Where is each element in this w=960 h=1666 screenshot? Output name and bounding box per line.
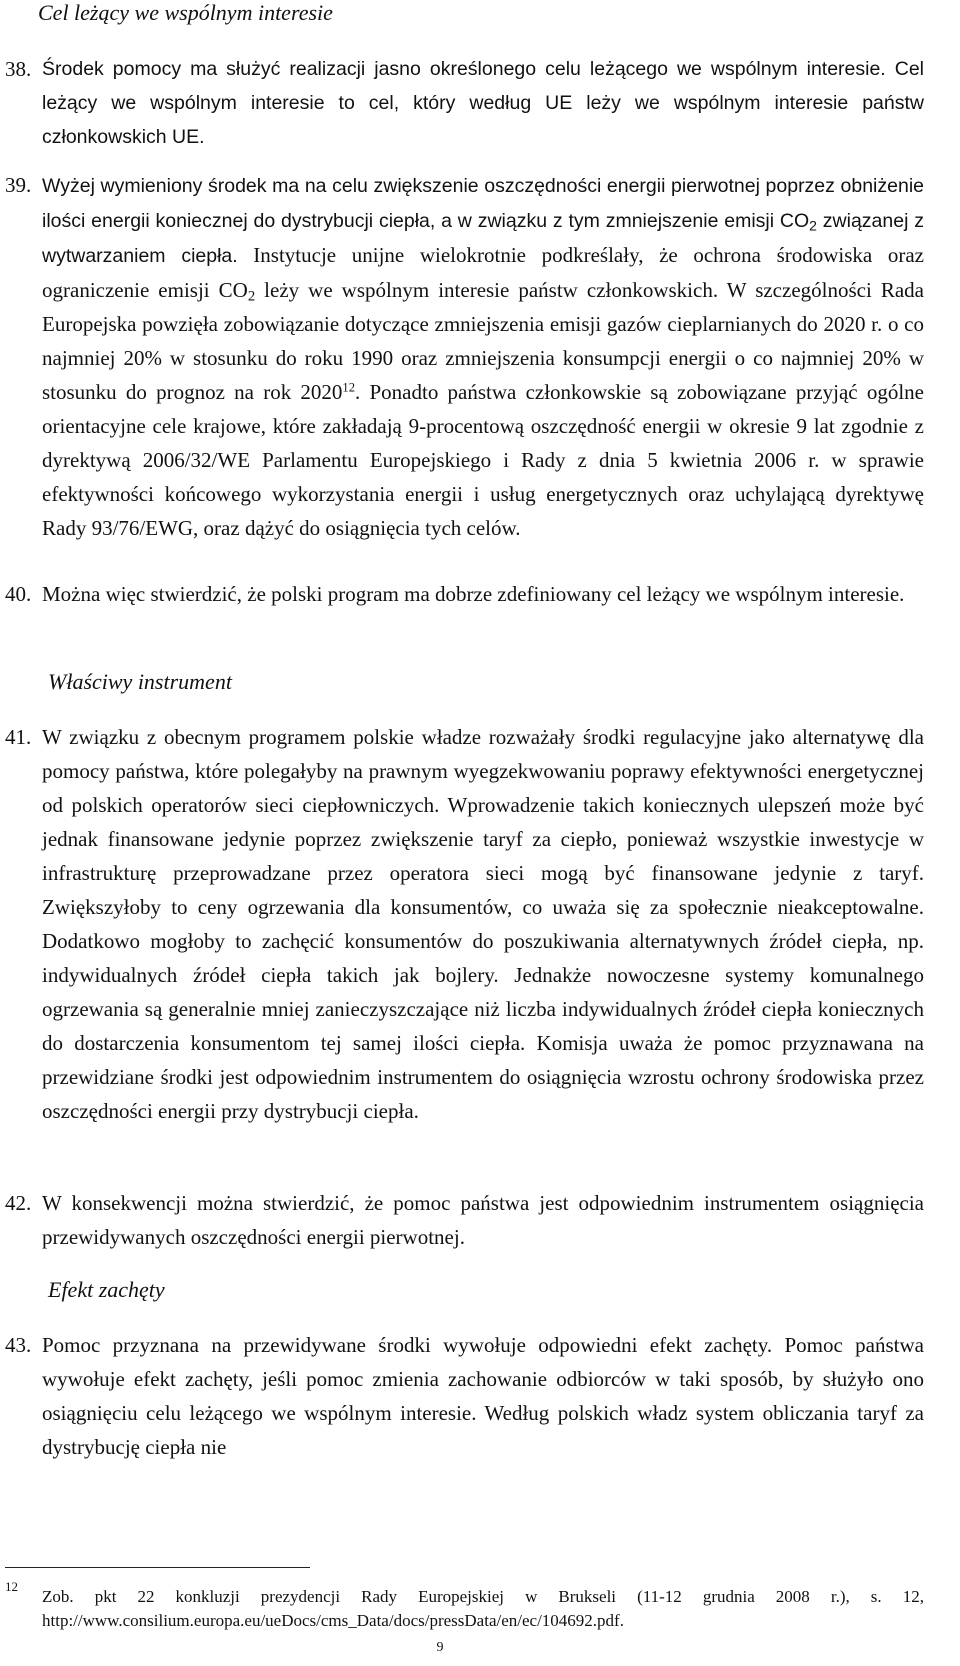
paragraph-text <box>42 168 924 545</box>
paragraph-text: Można więc stwierdzić, że polski program ma dobrze zdefiniowany cel leżący we wspólnym interesie. <box>42 582 905 606</box>
subscript: 2 <box>809 217 817 234</box>
section-heading-efekt: Efekt zachęty <box>48 1277 165 1302</box>
paragraph-text: Środek pomocy ma służyć realizacji jasno określonego celu leżącego we wspólnym interesie. Cel leżący we wspólnym interesie to cel, który według UE leży we wspólnym interesie państw członkowskich UE. <box>42 58 924 148</box>
footnote-text: Zob. pkt 22 konkluzji prezydencji Rady Europejskiej w Brukseli (11-12 grudnia 2008 r.), s. 12, http://www.consilium.europa.eu/ueDocs/cms_Data/docs/pressData/en/ec/104692.pdf. <box>42 1587 924 1630</box>
section-heading-instrument: Właściwy instrument <box>48 669 232 694</box>
text-run: . Ponadto państwa członkowskie są zobowiązane przyjąć ogólne orientacyjne cele krajowe, które zakładają 9-procentową oszczędność energii w okresie 9 lat zgodnie z dyrektywą 2006/32/WE Parlamentu Europejskiego i Rady z dnia 5 kwietnia 2006 r. w sprawie efektywności końcowego wykorzystania energii i usług energetycznych oraz uchylającą dyrektywę Rady 93/76/EWG, oraz dążyć do osiągnięcia tych celów. <box>42 380 924 540</box>
paragraph-number: 43. <box>5 1333 32 1357</box>
paragraph-number: 39. <box>5 173 32 197</box>
paragraph-text: W związku z obecnym programem polskie władze rozważały środki regulacyjne jako alternatywę dla pomocy państwa, które polegałyby na prawnym wyegzekwowaniu poprawy efektywności energetycznej od polskich operatorów sieci ciepłowniczych. Wprowadzenie takich koniecznych ulepszeń może być jednak finansowane jedynie poprzez zwiększenie taryf za ciepło, ponieważ wszystkie inwestycje w infrastrukturę przeprowadzane przez operatora sieci mogą być finansowane jedynie z taryf. Zwiększyłoby to ceny ogrzewania dla konsumentów, co uważa się za społecznie nieakceptowalne. Dodatkowo mogłoby to zachęcić konsumentów do poszukiwania alternatywnych źródeł ciepła, np. indywidualnych źródeł ciepła takich jak bojlery. Jednakże nowoczesne systemy komunalnego ogrzewania są generalnie mniej zanieczyszczające niż liczba indywidualnych źródeł ciepła koniecznych do dostarczenia konsumentom tej samej ilości ciepła. Komisja uważa że pomoc przyznawana na przewidziane środki jest odpowiednim instrumentem do osiągnięcia wzrostu ochrony środowiska przez oszczędności energii przy dystrybucji ciepła. <box>42 725 924 1123</box>
page-number: 9 <box>436 1640 444 1655</box>
subscript: 2 <box>247 288 256 305</box>
text-run: Wyżej wymieniony środek ma na celu zwiększenie oszczędności energii pierwotnej poprzez obniżenie ilości energii koniecznej do dystrybucji ciepła, a w związku z tym zmniejszenie emisji CO <box>42 175 924 232</box>
text-run: leży we wspólnym interesie państw członkowskich. W szczególności Rada Europejska powzięła zobowiązanie dotyczące zmniejszenia emisji gazów cieplarnianych do 2020 r. o co najmniej 20% w stosunku do roku 1990 oraz zmniejszenia konsumpcji energii o co najmniej 20% w stosunku do prognoz na rok 2020 <box>42 278 924 404</box>
paragraph-number: 42. <box>5 1191 32 1215</box>
text-run: związanej z wytwarzaniem ciepła. <box>42 210 924 267</box>
paragraph-number: 38. <box>5 57 32 81</box>
paragraph-text: W konsekwencji można stwierdzić, że pomoc państwa jest odpowiednim instrumentem osiągnięcia przewidywanych oszczędności energii pierwotnej. <box>42 1191 924 1249</box>
paragraph-number: 40. <box>5 582 32 606</box>
section-heading-cel: Cel leżący we wspólnym interesie <box>38 0 333 25</box>
footnote-reference[interactable]: 12 <box>342 380 356 395</box>
text-run: Instytucje unijne wielokrotnie podkreślały, że ochrona środowiska oraz ograniczenie emisji CO <box>42 243 924 302</box>
paragraph-text: Pomoc przyznana na przewidywane środki wywołuje odpowiedni efekt zachęty. Pomoc państwa wywołuje efekt zachęty, jeśli pomoc zmienia zachowanie odbiorców w taki sposób, by służyło ono osiągnięciu celu leżącego we wspólnym interesie. Według polskich władz system obliczania taryf za dystrybucję ciepła nie <box>42 1333 924 1459</box>
footnote-separator <box>5 1567 310 1568</box>
footnote-number: 12 <box>5 1579 18 1594</box>
paragraph-number: 41. <box>5 725 32 749</box>
